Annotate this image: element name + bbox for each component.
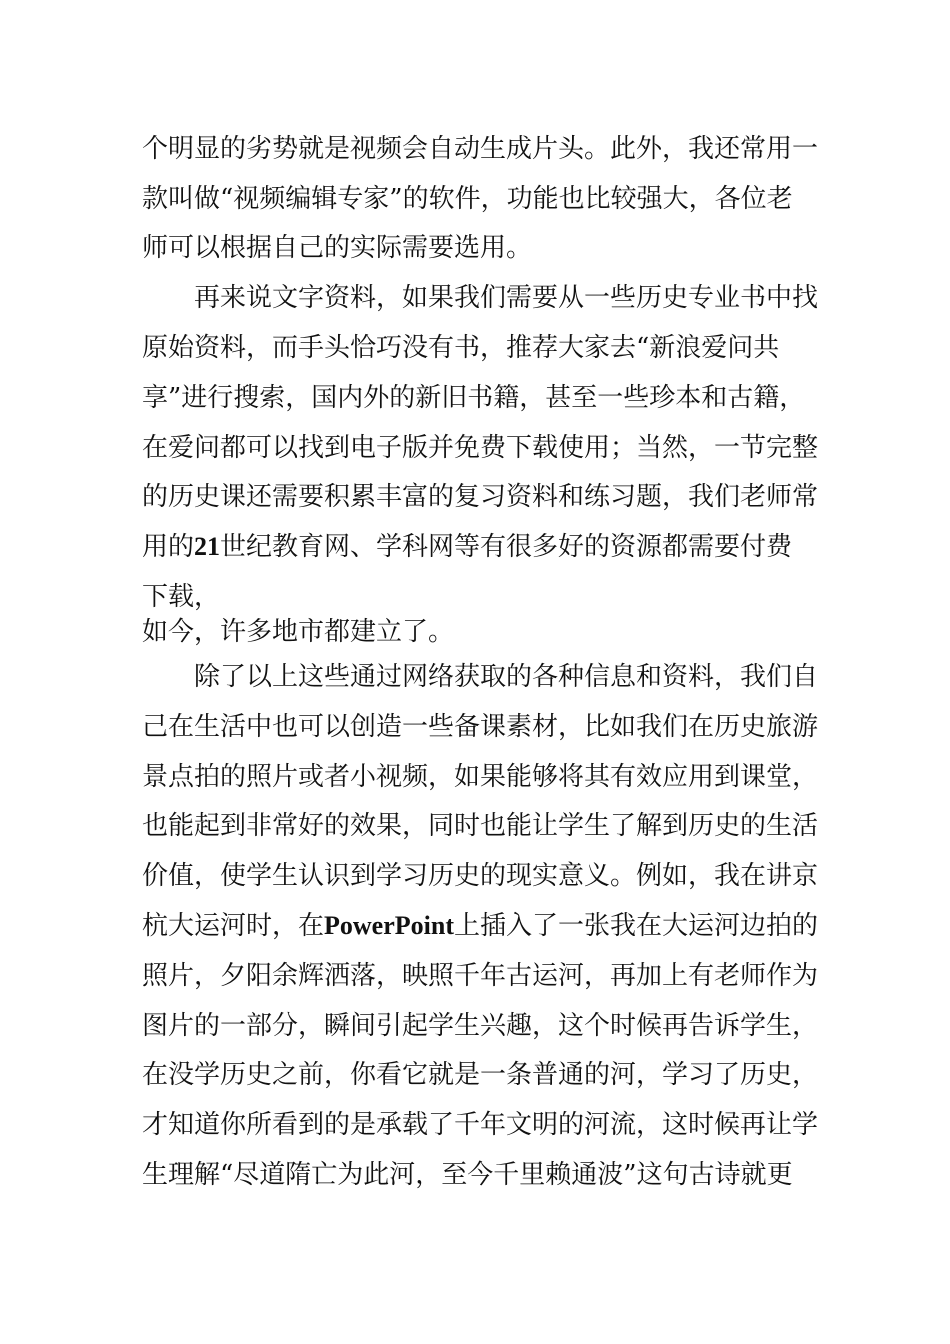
text-line: 的历史课还需要积累丰富的复习资料和练习题，我们老师常: [142, 482, 819, 512]
text-line: 也能起到非常好的效果，同时也能让学生了解到历史的生活: [142, 811, 819, 841]
text-segment: 用的: [142, 532, 195, 562]
text-line: 原始资料，而手头恰巧没有书，推荐大家去“新浪爱问共: [142, 333, 780, 363]
text-line: 才知道你所看到的是承载了千年文明的河流，这时候再让学: [142, 1110, 819, 1140]
bold-number: 21: [194, 532, 221, 561]
text-line: 景点拍的照片或者小视频，如果能够将其有效应用到课堂，: [142, 762, 819, 792]
text-line: 下载，: [142, 582, 221, 612]
text-segment: 杭大运河时，在: [142, 911, 325, 941]
text-segment: 上插入了一张我在大运河边拍的: [453, 911, 818, 941]
text-line: 己在生活中也可以创造一些备课素材，比如我们在历史旅游: [142, 712, 819, 742]
text-line: 在爱问都可以找到电子版并免费下载使用；当然，一节完整: [142, 433, 819, 463]
text-line: 享”进行搜索，国内外的新旧书籍，甚至一些珍本和古籍，: [142, 383, 806, 413]
text-line: 照片，夕阳余辉洒落，映照千年古运河，再加上有老师作为: [142, 961, 819, 991]
bold-term: PowerPoint: [324, 911, 454, 940]
text-line: 价值，使学生认识到学习历史的现实意义。例如，我在讲京: [142, 861, 819, 891]
text-line-with-number: [142, 532, 792, 562]
text-line: 如今，许多地市都建立了。: [142, 617, 455, 647]
text-line: 在没学历史之前，你看它就是一条普通的河，学习了历史，: [142, 1060, 819, 1090]
text-line: 图片的一部分，瞬间引起学生兴趣，这个时候再告诉学生，: [142, 1011, 819, 1041]
text-line: 师可以根据自己的实际需要选用。: [142, 233, 533, 263]
paragraph-start-line: 再来说文字资料，如果我们需要从一些历史专业书中找: [194, 283, 819, 313]
paragraph-start-line: 除了以上这些通过网络获取的各种信息和资料，我们自: [194, 662, 819, 692]
text-segment: 世纪教育网、学科网等有很多好的资源都需要付费: [220, 532, 793, 562]
text-line-with-term: [142, 911, 818, 941]
text-line: 个明显的劣势就是视频会自动生成片头。此外，我还常用一: [142, 134, 819, 164]
text-line: 生理解“尽道隋亡为此河，至今千里赖通波”这句古诗就更: [142, 1160, 793, 1190]
text-line: 款叫做“视频编辑专家”的软件，功能也比较强大，各位老: [142, 184, 793, 214]
